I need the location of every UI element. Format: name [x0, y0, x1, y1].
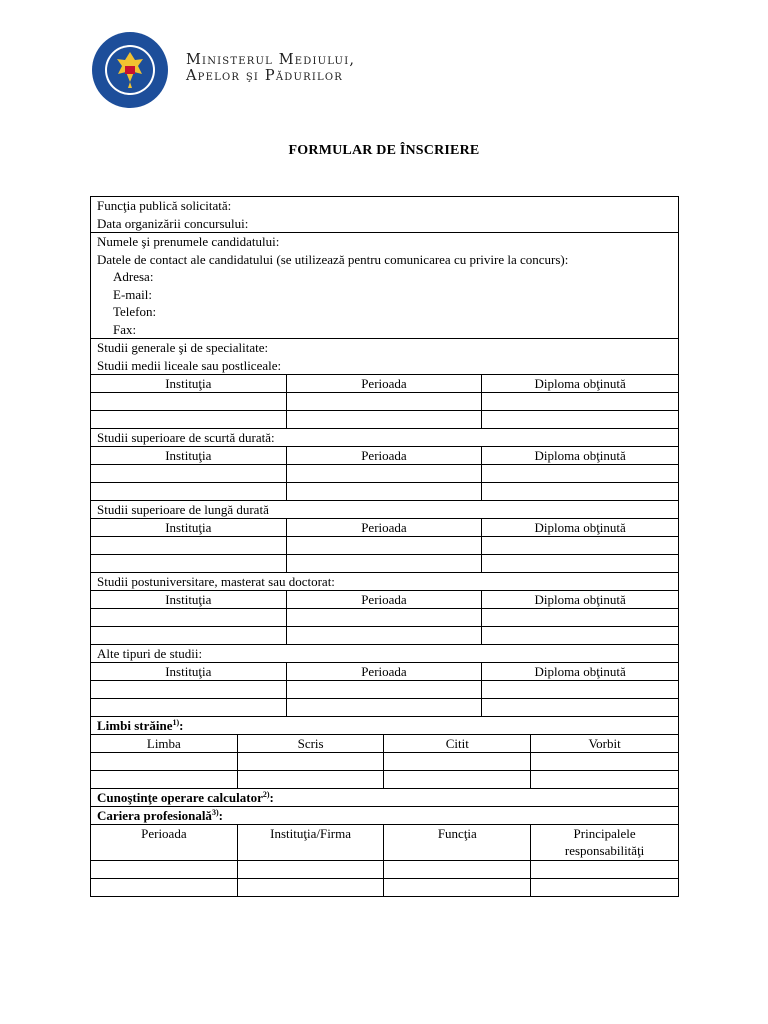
written-entry[interactable]	[237, 771, 384, 789]
languages-footnote-ref: 1)	[172, 718, 180, 727]
computer-skills-colon: :	[269, 790, 274, 805]
languages-row	[91, 771, 679, 789]
section-career	[91, 807, 679, 825]
diploma-entry[interactable]	[482, 609, 679, 627]
column-header-spoken: Vorbit	[531, 735, 679, 753]
phone-label: Telefon:	[113, 304, 157, 319]
column-header-institution: Instituţia	[91, 663, 287, 681]
column-header-diploma: Diploma obţinută	[482, 663, 679, 681]
column-header-institution: Instituţia	[91, 447, 287, 465]
position-cell[interactable]	[91, 197, 679, 233]
form-title: FORMULAR DE ÎNSCRIERE	[288, 143, 480, 158]
studies-other-label: Alte tipuri de studii:	[91, 645, 679, 663]
section-computer-skills	[91, 789, 679, 807]
career-company-entry[interactable]	[237, 879, 384, 897]
studies-long-label: Studii superioare de lungă durată	[91, 501, 679, 519]
studies-postgrad-row	[91, 627, 679, 645]
institution-entry[interactable]	[91, 483, 287, 501]
computer-skills-title: Cunoştinţe operare calculator	[97, 790, 263, 805]
career-company-entry[interactable]	[237, 861, 384, 879]
career-function-entry[interactable]	[384, 879, 531, 897]
responsibilities-line1: Principalele	[573, 826, 636, 841]
section-languages	[91, 717, 679, 735]
candidate-name-label: Numele şi prenumele candidatului:	[97, 234, 280, 249]
column-header-diploma: Diploma obţinută	[482, 375, 679, 393]
section-studies-postgrad	[91, 573, 679, 591]
column-header-function: Funcţia	[384, 825, 531, 861]
studies-secondary-row	[91, 393, 679, 411]
column-header-diploma: Diploma obţinută	[482, 591, 679, 609]
read-entry[interactable]	[384, 753, 531, 771]
section-studies-general	[91, 339, 679, 375]
studies-postgrad-label: Studii postuniversitare, masterat sau doctorat:	[91, 573, 679, 591]
column-header-period: Perioada	[286, 447, 482, 465]
studies-general-cell	[91, 339, 679, 375]
period-entry[interactable]	[286, 465, 482, 483]
column-header-responsibilities	[531, 825, 679, 861]
studies-short-row	[91, 465, 679, 483]
career-row	[91, 861, 679, 879]
registration-form-table	[90, 196, 679, 897]
studies-secondary-label: Studii medii liceale sau postliceale:	[97, 357, 282, 373]
period-entry[interactable]	[286, 627, 482, 645]
column-header-company: Instituţia/Firma	[237, 825, 384, 861]
institution-entry[interactable]	[91, 537, 287, 555]
career-responsibilities-entry[interactable]	[531, 879, 679, 897]
language-entry[interactable]	[91, 771, 238, 789]
studies-secondary-header	[91, 375, 679, 393]
email-label: E-mail:	[113, 286, 152, 302]
languages-header	[91, 735, 679, 753]
period-entry[interactable]	[286, 537, 482, 555]
studies-other-row	[91, 699, 679, 717]
studies-other-row	[91, 681, 679, 699]
career-colon: :	[218, 808, 223, 823]
section-studies-other	[91, 645, 679, 663]
diploma-entry[interactable]	[482, 555, 679, 573]
ministry-name-line2: Apelor şi Pădurilor	[186, 68, 343, 84]
career-header	[91, 825, 679, 861]
period-entry[interactable]	[286, 699, 482, 717]
spoken-entry[interactable]	[531, 771, 679, 789]
spoken-entry[interactable]	[531, 753, 679, 771]
career-responsibilities-entry[interactable]	[531, 861, 679, 879]
studies-general-label: Studii generale şi de specialitate:	[97, 340, 269, 355]
studies-short-header	[91, 447, 679, 465]
column-header-diploma: Diploma obţinută	[482, 519, 679, 537]
studies-other-header	[91, 663, 679, 681]
languages-colon: :	[179, 718, 184, 733]
government-emblem-icon	[88, 30, 184, 110]
candidate-cell[interactable]	[91, 233, 679, 339]
studies-long-header	[91, 519, 679, 537]
responsibilities-line2: responsabilităţi	[564, 843, 645, 858]
ministry-name	[186, 52, 355, 84]
column-header-read: Citit	[384, 735, 531, 753]
career-period-entry[interactable]	[91, 879, 238, 897]
career-period-entry[interactable]	[91, 861, 238, 879]
studies-short-row	[91, 483, 679, 501]
diploma-entry[interactable]	[482, 393, 679, 411]
institution-entry[interactable]	[91, 681, 287, 699]
read-entry[interactable]	[384, 771, 531, 789]
period-entry[interactable]	[286, 393, 482, 411]
diploma-entry[interactable]	[482, 465, 679, 483]
period-entry[interactable]	[286, 609, 482, 627]
institution-entry[interactable]	[91, 411, 287, 429]
section-candidate	[91, 233, 679, 339]
column-header-period: Perioada	[286, 519, 482, 537]
career-heading	[91, 807, 679, 825]
column-header-language: Limba	[91, 735, 238, 753]
diploma-entry[interactable]	[482, 699, 679, 717]
languages-row	[91, 753, 679, 771]
column-header-institution: Instituţia	[91, 519, 287, 537]
address-label: Adresa:	[113, 269, 154, 284]
diploma-entry[interactable]	[482, 681, 679, 699]
institution-entry[interactable]	[91, 609, 287, 627]
studies-long-row	[91, 537, 679, 555]
fax-label: Fax:	[113, 321, 137, 337]
period-entry[interactable]	[286, 411, 482, 429]
institution-entry[interactable]	[91, 555, 287, 573]
studies-postgrad-row	[91, 609, 679, 627]
studies-short-label: Studii superioare de scurtă durată:	[91, 429, 679, 447]
language-entry[interactable]	[91, 753, 238, 771]
written-entry[interactable]	[237, 753, 384, 771]
position-label: Funcţia publică solicitată:	[97, 198, 232, 213]
column-header-period: Perioada	[91, 825, 238, 861]
period-entry[interactable]	[286, 483, 482, 501]
contest-date-label: Data organizării concursului:	[97, 215, 249, 231]
contact-details-label: Datele de contact ale candidatului (se utilizează pentru comunicarea cu privire la concurs):	[97, 251, 569, 267]
career-footnote-ref: 3)	[211, 808, 219, 817]
languages-heading	[91, 717, 679, 735]
institution-entry[interactable]	[91, 465, 287, 483]
column-header-diploma: Diploma obţinută	[482, 447, 679, 465]
languages-title: Limbi străine	[97, 718, 173, 733]
column-header-period: Perioada	[286, 591, 482, 609]
studies-secondary-row	[91, 411, 679, 429]
studies-postgrad-header	[91, 591, 679, 609]
section-position	[91, 197, 679, 233]
diploma-entry[interactable]	[482, 627, 679, 645]
institution-entry[interactable]	[91, 627, 287, 645]
column-header-period: Perioada	[286, 663, 482, 681]
studies-long-row	[91, 555, 679, 573]
column-header-institution: Instituţia	[91, 375, 287, 393]
diploma-entry[interactable]	[482, 483, 679, 501]
column-header-institution: Instituţia	[91, 591, 287, 609]
section-studies-long	[91, 501, 679, 519]
diploma-entry[interactable]	[482, 411, 679, 429]
period-entry[interactable]	[286, 555, 482, 573]
computer-footnote-ref: 2)	[262, 790, 270, 799]
period-entry[interactable]	[286, 681, 482, 699]
diploma-entry[interactable]	[482, 537, 679, 555]
computer-skills-heading[interactable]	[91, 789, 679, 807]
career-function-entry[interactable]	[384, 861, 531, 879]
career-row	[91, 879, 679, 897]
column-header-written: Scris	[237, 735, 384, 753]
institution-entry[interactable]	[91, 393, 287, 411]
column-header-period: Perioada	[286, 375, 482, 393]
section-studies-short	[91, 429, 679, 447]
ministry-name-line1: Ministerul Mediului,	[186, 52, 356, 68]
career-title: Cariera profesională	[97, 808, 212, 823]
institution-entry[interactable]	[91, 699, 287, 717]
